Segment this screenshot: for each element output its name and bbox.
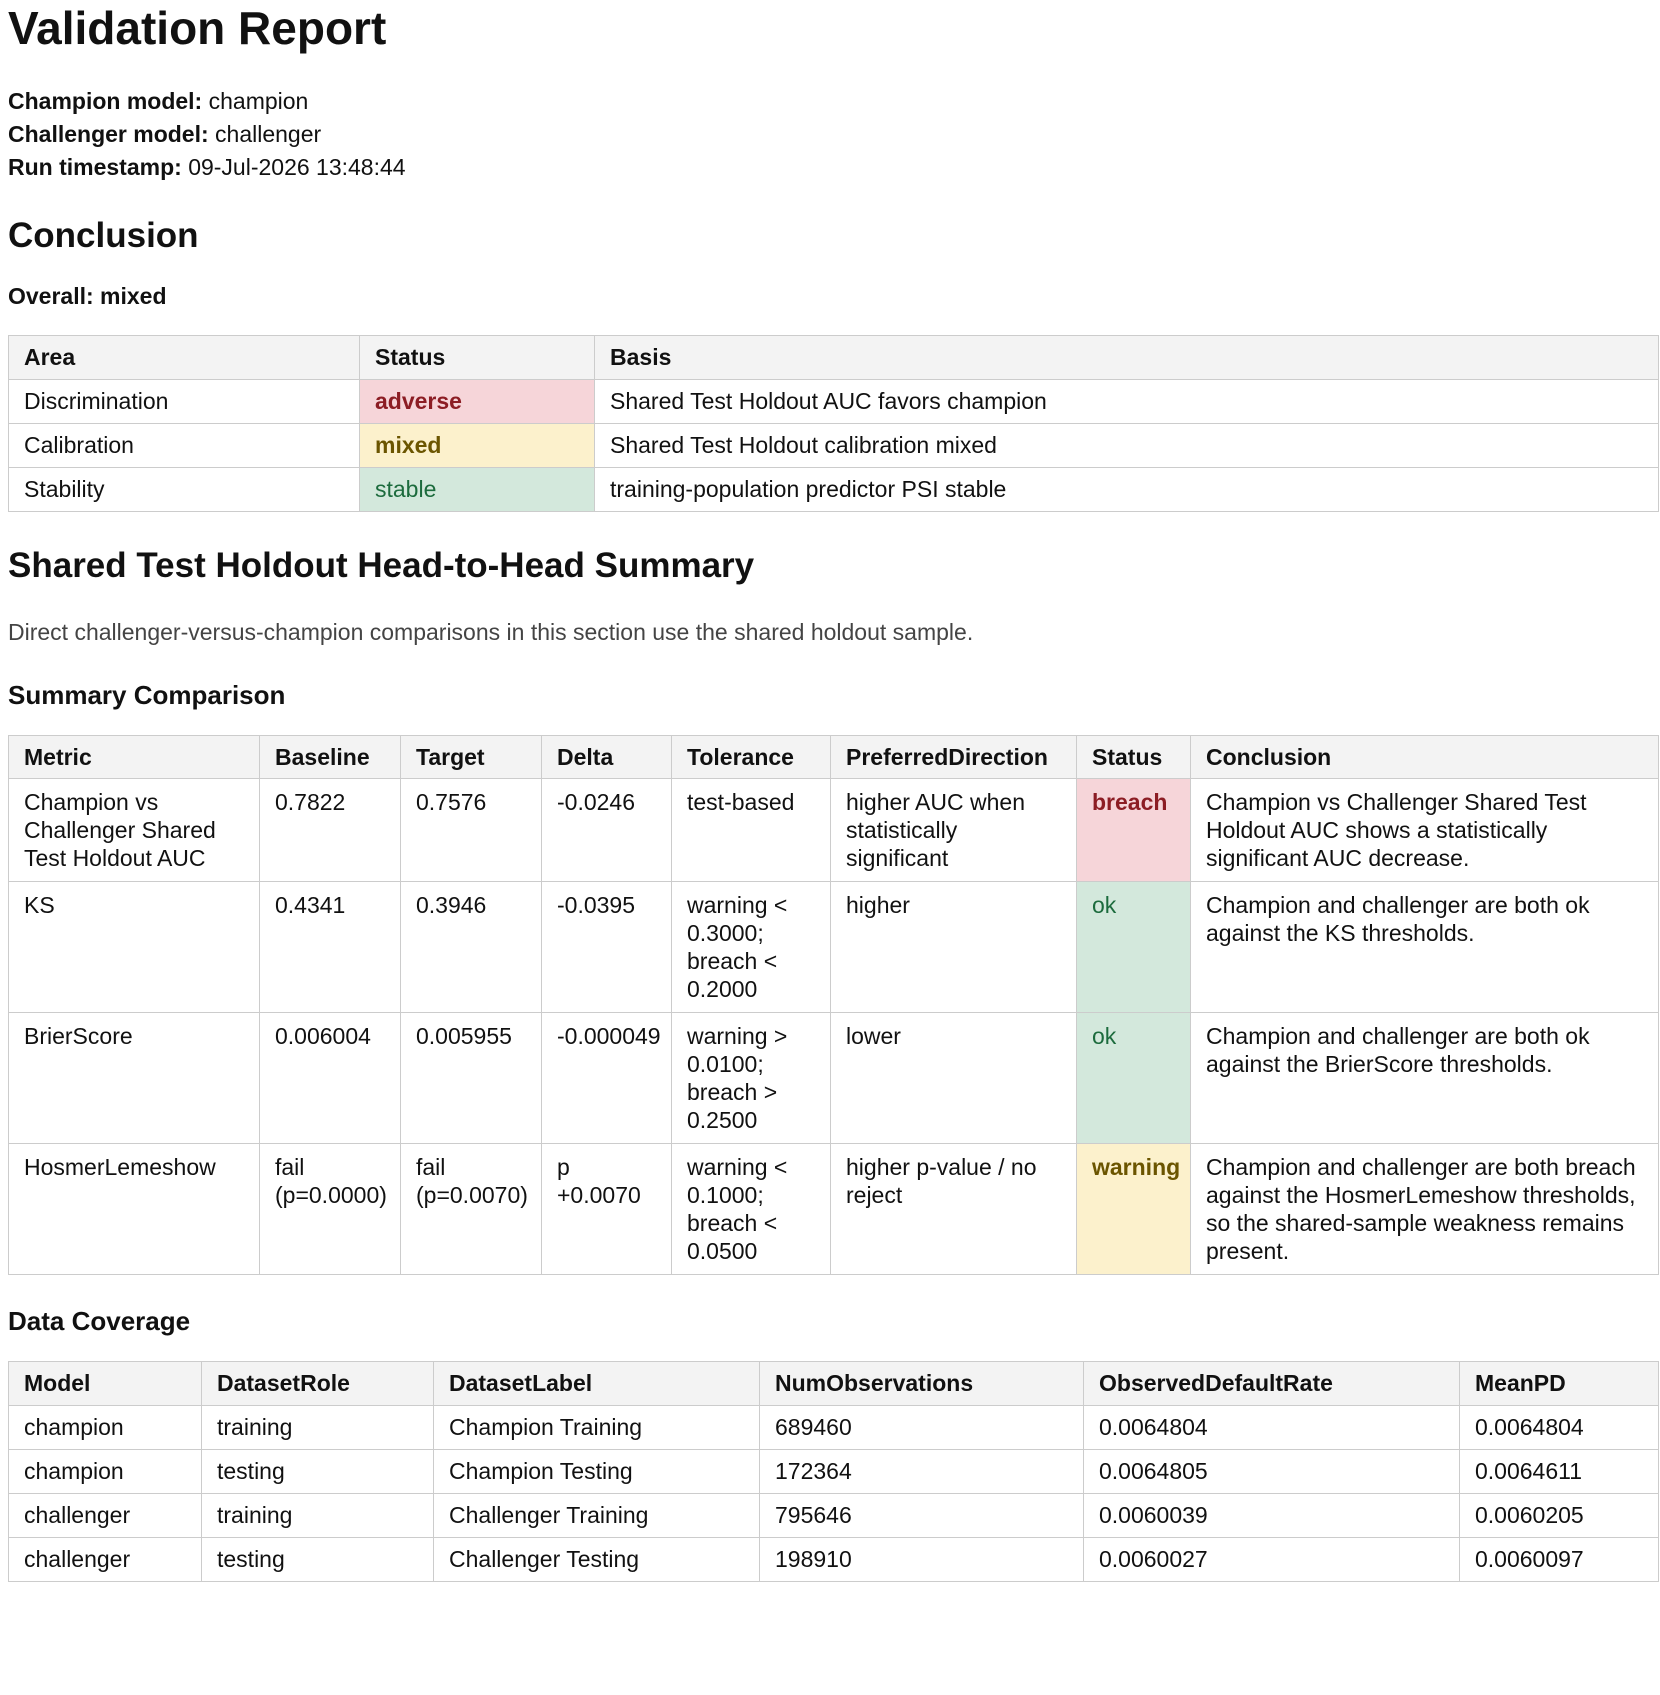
overall-verdict: Overall: mixed xyxy=(8,283,167,309)
table-row xyxy=(9,1538,1659,1582)
metric-cell: HosmerLemeshow xyxy=(9,1144,260,1275)
tolerance-cell: warning > 0.0100; breach > 0.2500 xyxy=(672,1013,831,1144)
column-header-num-observations: NumObservations xyxy=(760,1362,1084,1406)
table-header-row xyxy=(9,336,1659,380)
tolerance-cell: warning < 0.1000; breach < 0.0500 xyxy=(672,1144,831,1275)
dataset-role-cell: testing xyxy=(202,1538,434,1582)
column-header-mean-pd: MeanPD xyxy=(1460,1362,1659,1406)
column-header-area: Area xyxy=(9,336,360,380)
champion-model-line xyxy=(8,85,1652,118)
conclusion-heading: Conclusion xyxy=(8,216,199,255)
num-observations-cell: 172364 xyxy=(760,1450,1084,1494)
table-row xyxy=(9,468,1659,512)
challenger-model-value: challenger xyxy=(215,121,322,147)
target-cell: fail (p=0.0070) xyxy=(401,1144,542,1275)
table-row xyxy=(9,1013,1659,1144)
dataset-label-cell: Champion Training xyxy=(434,1406,760,1450)
baseline-cell: 0.7822 xyxy=(260,779,401,882)
status-badge: breach xyxy=(1077,779,1191,882)
mean-pd-cell: 0.0064611 xyxy=(1460,1450,1659,1494)
column-header-model: Model xyxy=(9,1362,202,1406)
table-row xyxy=(9,380,1659,424)
column-header-baseline: Baseline xyxy=(260,736,401,779)
model-cell: challenger xyxy=(9,1538,202,1582)
run-timestamp-label: Run timestamp: xyxy=(8,154,182,180)
head-to-head-note: Direct challenger-versus-champion comparisons in this section use the shared holdout sample. xyxy=(8,619,974,645)
table-row xyxy=(9,1144,1659,1275)
tolerance-cell: warning < 0.3000; breach < 0.2000 xyxy=(672,882,831,1013)
mean-pd-cell: 0.0060097 xyxy=(1460,1538,1659,1582)
challenger-model-line xyxy=(8,118,1652,151)
basis-cell: training-population predictor PSI stable xyxy=(595,468,1659,512)
preferred-direction-cell: higher AUC when statistically significant xyxy=(831,779,1077,882)
column-header-delta: Delta xyxy=(542,736,672,779)
num-observations-cell: 198910 xyxy=(760,1538,1084,1582)
target-cell: 0.005955 xyxy=(401,1013,542,1144)
status-badge: ok xyxy=(1077,882,1191,1013)
conclusion-table xyxy=(8,335,1659,512)
observed-default-rate-cell: 0.0060039 xyxy=(1084,1494,1460,1538)
conclusion-cell: Champion and challenger are both ok against the BrierScore thresholds. xyxy=(1191,1013,1659,1144)
delta-cell: p +0.0070 xyxy=(542,1144,672,1275)
conclusion-cell: Champion vs Challenger Shared Test Holdout AUC shows a statistically significant AUC decrease. xyxy=(1191,779,1659,882)
dataset-role-cell: training xyxy=(202,1494,434,1538)
num-observations-cell: 689460 xyxy=(760,1406,1084,1450)
column-header-conclusion: Conclusion xyxy=(1191,736,1659,779)
run-timestamp-value: 09-Jul-2026 13:48:44 xyxy=(188,154,406,180)
dataset-role-cell: training xyxy=(202,1406,434,1450)
preferred-direction-cell: higher xyxy=(831,882,1077,1013)
table-header-row xyxy=(9,1362,1659,1406)
status-badge: ok xyxy=(1077,1013,1191,1144)
baseline-cell: 0.006004 xyxy=(260,1013,401,1144)
column-header-status: Status xyxy=(360,336,595,380)
column-header-tolerance: Tolerance xyxy=(672,736,831,779)
delta-cell: -0.000049 xyxy=(542,1013,672,1144)
table-row xyxy=(9,1494,1659,1538)
column-header-observed-default-rate: ObservedDefaultRate xyxy=(1084,1362,1460,1406)
model-cell: champion xyxy=(9,1450,202,1494)
observed-default-rate-cell: 0.0064804 xyxy=(1084,1406,1460,1450)
baseline-cell: 0.4341 xyxy=(260,882,401,1013)
data-coverage-table xyxy=(8,1361,1659,1582)
dataset-role-cell: testing xyxy=(202,1450,434,1494)
report-metadata xyxy=(8,85,1652,184)
data-coverage-heading: Data Coverage xyxy=(8,1306,191,1336)
num-observations-cell: 795646 xyxy=(760,1494,1084,1538)
observed-default-rate-cell: 0.0060027 xyxy=(1084,1538,1460,1582)
area-cell: Calibration xyxy=(9,424,360,468)
status-badge: adverse xyxy=(360,380,595,424)
model-cell: challenger xyxy=(9,1494,202,1538)
column-header-dataset-role: DatasetRole xyxy=(202,1362,434,1406)
observed-default-rate-cell: 0.0064805 xyxy=(1084,1450,1460,1494)
target-cell: 0.7576 xyxy=(401,779,542,882)
metric-cell: BrierScore xyxy=(9,1013,260,1144)
column-header-status: Status xyxy=(1077,736,1191,779)
conclusion-cell: Champion and challenger are both ok against the KS thresholds. xyxy=(1191,882,1659,1013)
column-header-preferred-direction: PreferredDirection xyxy=(831,736,1077,779)
basis-cell: Shared Test Holdout AUC favors champion xyxy=(595,380,1659,424)
status-badge: mixed xyxy=(360,424,595,468)
target-cell: 0.3946 xyxy=(401,882,542,1013)
champion-model-value: champion xyxy=(208,88,309,114)
run-timestamp-line xyxy=(8,151,1652,184)
table-row xyxy=(9,1406,1659,1450)
status-badge: stable xyxy=(360,468,595,512)
preferred-direction-cell: lower xyxy=(831,1013,1077,1144)
area-cell: Stability xyxy=(9,468,360,512)
preferred-direction-cell: higher p-value / no reject xyxy=(831,1144,1077,1275)
delta-cell: -0.0395 xyxy=(542,882,672,1013)
area-cell: Discrimination xyxy=(9,380,360,424)
baseline-cell: fail (p=0.0000) xyxy=(260,1144,401,1275)
dataset-label-cell: Champion Testing xyxy=(434,1450,760,1494)
head-to-head-heading: Shared Test Holdout Head-to-Head Summary xyxy=(8,546,755,585)
summary-comparison-heading: Summary Comparison xyxy=(8,680,286,710)
table-row xyxy=(9,882,1659,1013)
column-header-dataset-label: DatasetLabel xyxy=(434,1362,760,1406)
conclusion-cell: Champion and challenger are both breach against the HosmerLemeshow thresholds, so the shared-sample weakness remains present. xyxy=(1191,1144,1659,1275)
delta-cell: -0.0246 xyxy=(542,779,672,882)
status-badge: warning xyxy=(1077,1144,1191,1275)
champion-model-label: Champion model: xyxy=(8,88,203,114)
table-row xyxy=(9,424,1659,468)
table-row xyxy=(9,779,1659,882)
dataset-label-cell: Challenger Testing xyxy=(434,1538,760,1582)
metric-cell: Champion vs Challenger Shared Test Holdout AUC xyxy=(9,779,260,882)
metric-cell: KS xyxy=(9,882,260,1013)
table-header-row xyxy=(9,736,1659,779)
challenger-model-label: Challenger model: xyxy=(8,121,209,147)
column-header-basis: Basis xyxy=(595,336,1659,380)
tolerance-cell: test-based xyxy=(672,779,831,882)
page-title: Validation Report xyxy=(8,2,387,54)
mean-pd-cell: 0.0064804 xyxy=(1460,1406,1659,1450)
mean-pd-cell: 0.0060205 xyxy=(1460,1494,1659,1538)
column-header-target: Target xyxy=(401,736,542,779)
dataset-label-cell: Challenger Training xyxy=(434,1494,760,1538)
table-row xyxy=(9,1450,1659,1494)
basis-cell: Shared Test Holdout calibration mixed xyxy=(595,424,1659,468)
column-header-metric: Metric xyxy=(9,736,260,779)
model-cell: champion xyxy=(9,1406,202,1450)
summary-comparison-table xyxy=(8,735,1659,1275)
